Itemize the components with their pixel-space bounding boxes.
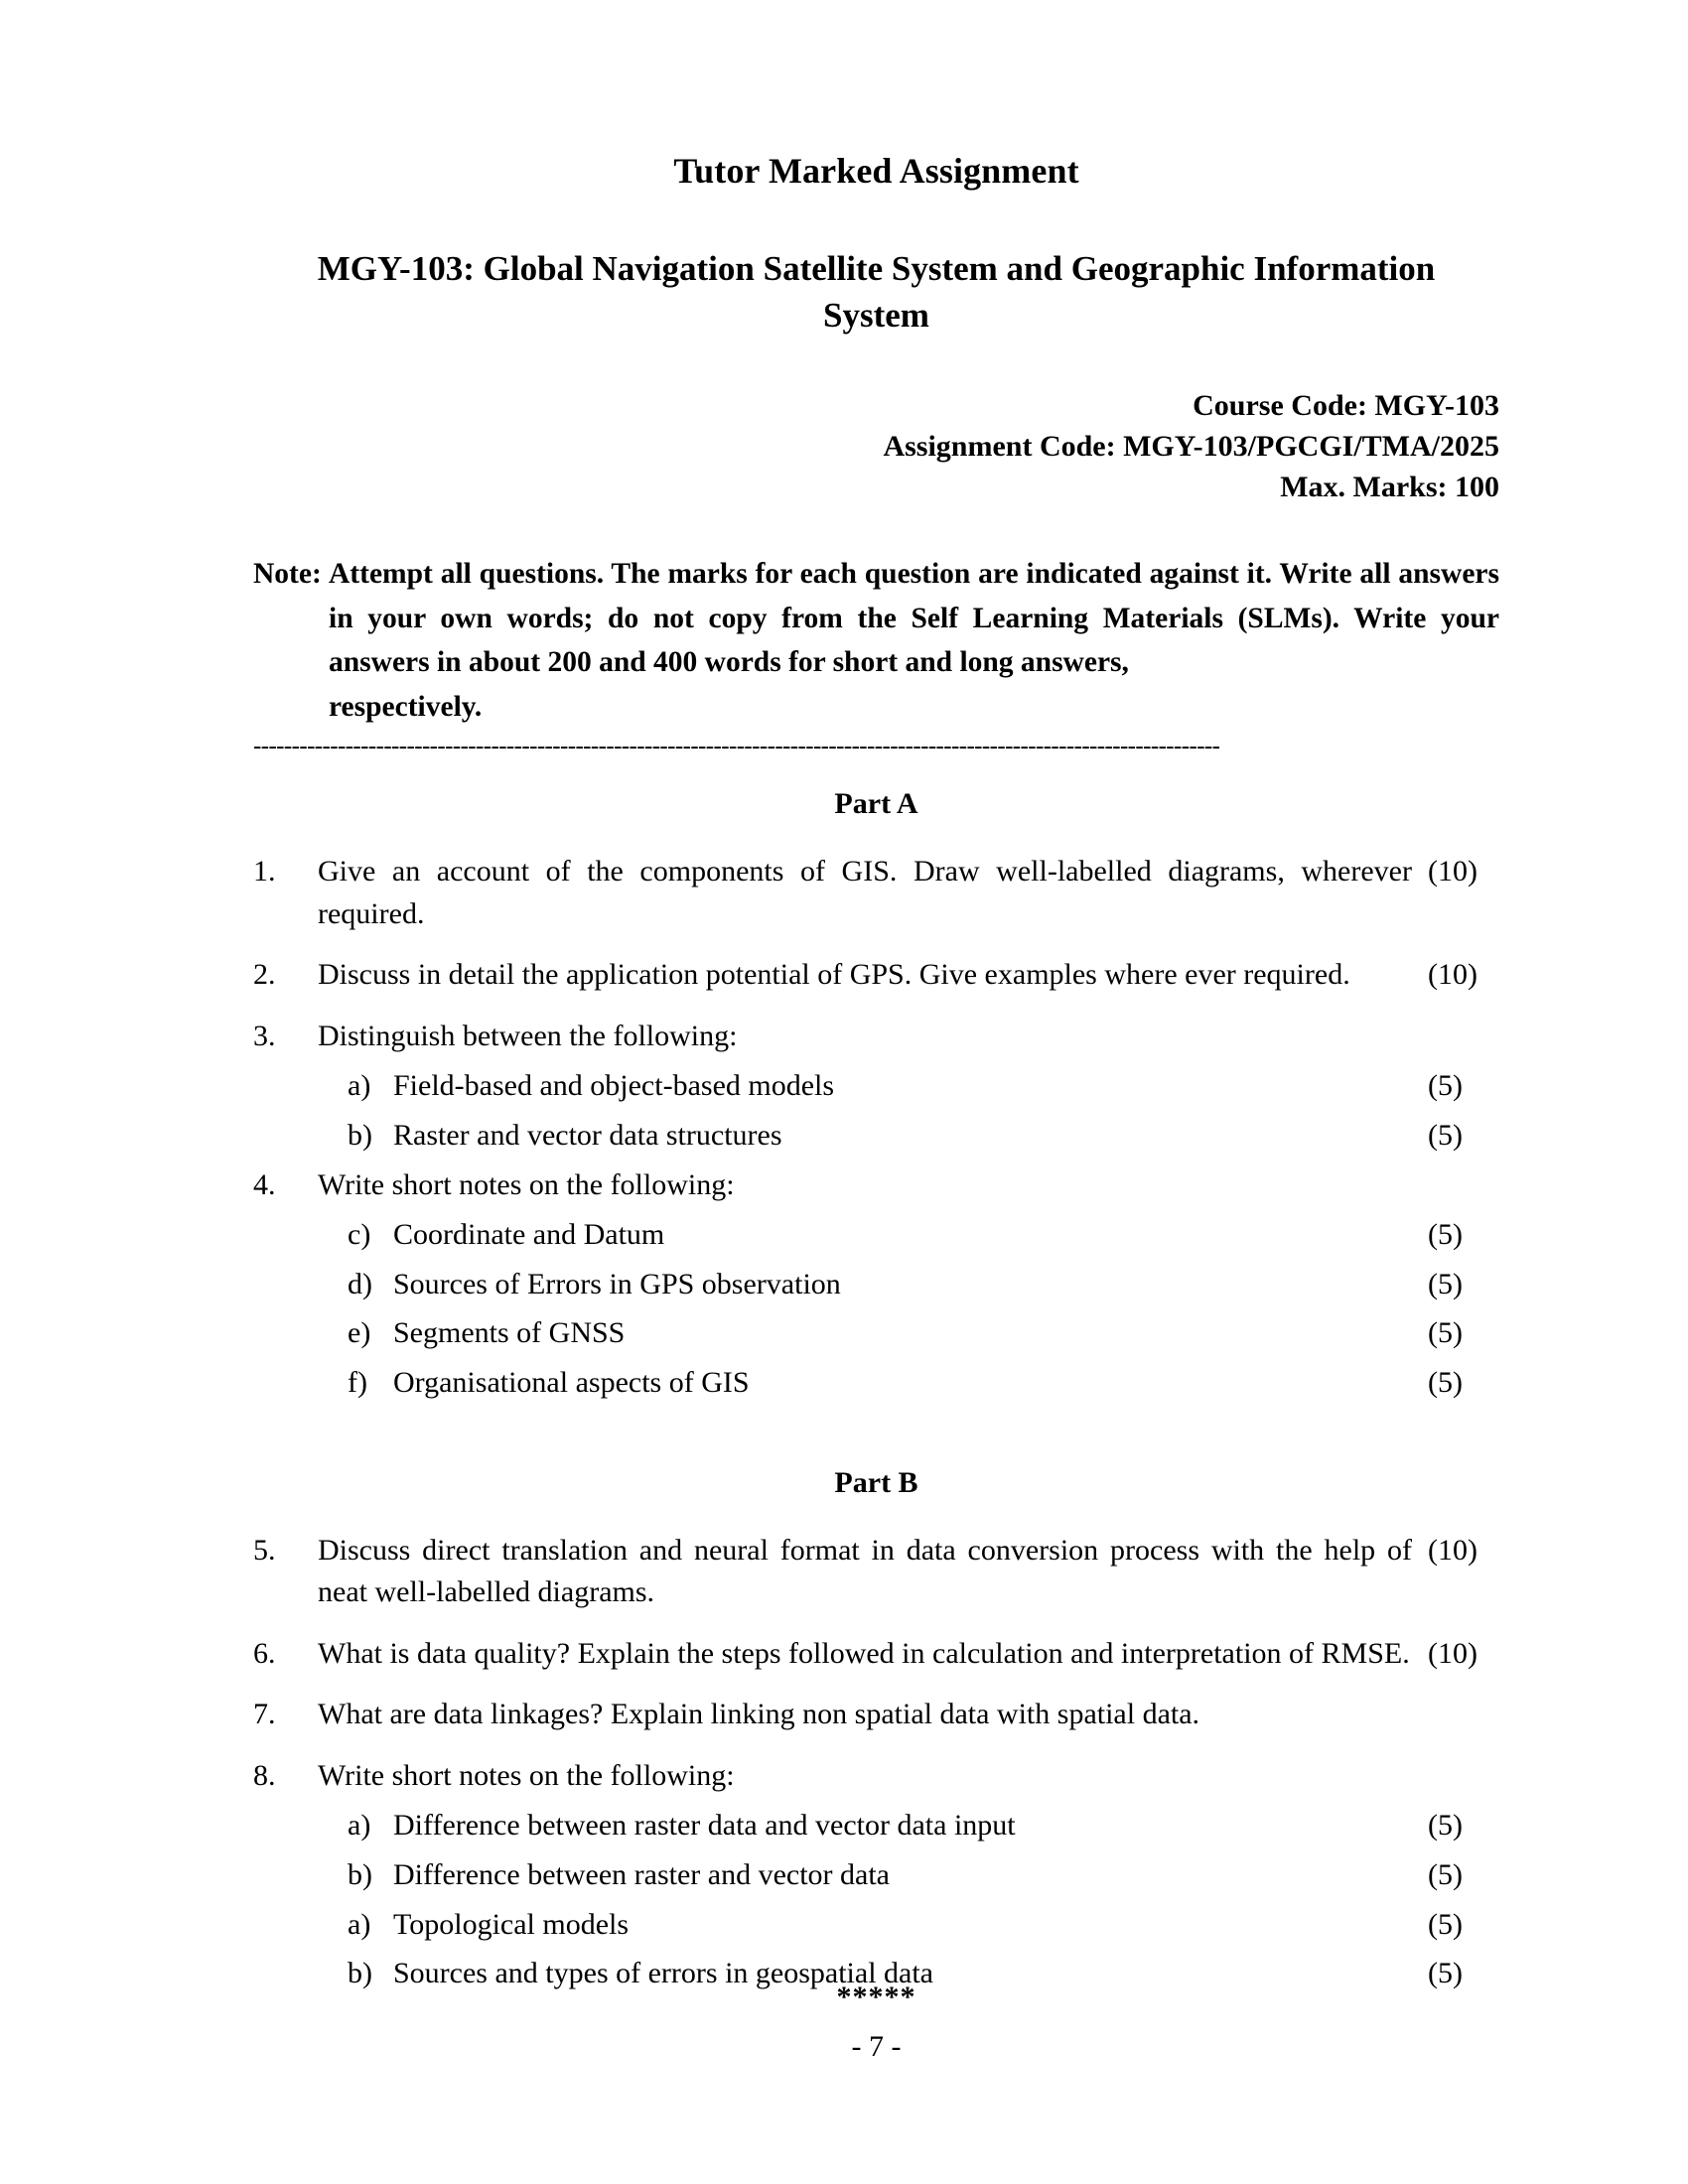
sub-question-marks: (5) [1428,1218,1463,1252]
sub-question-marks: (5) [1428,1907,1463,1941]
sub-question-marks: (5) [1428,1365,1463,1399]
sub-question-letter: b) [348,1957,372,1990]
sub-question-letter: f) [348,1365,367,1399]
sub-question-letter: d) [348,1267,372,1300]
question-text: Discuss direct translation and neural format in data conversion process with the help of neat well-labelled diagrams. [318,1533,1412,1609]
sub-question-letter: b) [348,1118,372,1152]
question-item [253,1016,1499,1058]
sub-question-marks: (5) [1428,1858,1463,1892]
question-item [253,1755,1499,1798]
question-number: 6. [253,1636,276,1670]
sub-question-list [253,1065,1499,1157]
sub-question-text: Field-based and object-based models [393,1069,835,1103]
sub-question-letter: e) [348,1316,371,1350]
note-label: Note: [253,557,322,590]
sub-question-text: Sources of Errors in GPS observation [393,1267,841,1300]
sub-question-marks: (5) [1428,1069,1463,1103]
question-number: 4. [253,1167,276,1201]
sub-question-marks: (5) [1428,1957,1463,1990]
question-number: 5. [253,1533,276,1567]
sub-question-text: Raster and vector data structures [393,1118,782,1152]
sub-question-letter: a) [348,1907,371,1941]
course-title: MGY-103: Global Navigation Satellite System and Geographic Information System [317,249,1436,336]
sub-question-text: Organisational aspects of GIS [393,1365,750,1399]
question-item [253,1694,1499,1736]
sub-question-item [253,1115,1499,1158]
section-divider: ------------------------------------------------------------------------------------------------------------------------------ [253,735,1220,759]
sub-question-marks: (5) [1428,1809,1463,1843]
question-marks: (10) [1428,958,1477,992]
sub-question-list [253,1214,1499,1404]
part-b-heading: Part B [834,1465,918,1499]
part-a-heading: Part A [834,786,918,820]
assignment-code: Assignment Code: MGY-103/PGCGI/TMA/2025 [883,429,1499,463]
assignment-meta [253,385,1499,508]
question-text: Discuss in detail the application potential of GPS. Give examples where ever required. [318,958,1350,992]
document-content [253,149,1499,2002]
question-marks: (10) [1428,854,1477,887]
question-item [253,1164,1499,1207]
question-item [253,851,1499,935]
question-text: What are data linkages? Explain linking non spatial data with spatial data. [318,1698,1200,1731]
course-code: Course Code: MGY-103 [1193,388,1499,422]
question-text: Distinguish between the following: [318,1019,738,1052]
question-text: Give an account of the components of GIS. Draw well-labelled diagrams, wherever required. [318,854,1412,930]
sub-question-text: Difference between raster data and vector data input [393,1809,1016,1843]
question-text: Write short notes on the following: [318,1758,735,1792]
sub-question-item [253,1904,1499,1947]
question-item [253,1633,1499,1676]
note-block [253,552,1499,730]
page-number: - 7 - [851,2030,902,2063]
max-marks: Max. Marks: 100 [1280,471,1499,504]
sub-question-letter: c) [348,1218,371,1252]
footer-asterisks: ***** [836,1980,916,2013]
sub-question-text: Difference between raster and vector data [393,1858,890,1892]
question-number: 3. [253,1019,276,1052]
question-item [253,954,1499,997]
question-number: 1. [253,854,276,887]
question-text: What is data quality? Explain the steps followed in calculation and interpretation of RMSE. [318,1636,1410,1670]
sub-question-item [253,1264,1499,1306]
sub-question-text: Topological models [393,1907,630,1941]
question-marks: (10) [1428,1533,1477,1567]
sub-question-letter: b) [348,1858,372,1892]
sub-question-item [253,1065,1499,1108]
sub-question-marks: (5) [1428,1267,1463,1300]
question-number: 7. [253,1698,276,1731]
note-text [329,552,1499,730]
page-title: Tutor Marked Assignment [673,151,1079,191]
sub-question-item [253,1362,1499,1405]
question-number: 2. [253,958,276,992]
note-text-main: Attempt all questions. The marks for each question are indicated against it. Write all answers in your own words; do not copy from the Self Learning Materials (SLMs). Write your answers in about 200 and 400 words for short and long answers, [329,557,1499,679]
question-text: Write short notes on the following: [318,1167,735,1201]
sub-question-letter: a) [348,1069,371,1103]
question-marks: (10) [1428,1636,1477,1670]
note-text-last-line: respectively. [329,691,483,724]
sub-question-marks: (5) [1428,1118,1463,1152]
sub-question-list [253,1805,1499,1994]
sub-question-text: Segments of GNSS [393,1316,626,1350]
sub-question-text: Sources and types of errors in geospatial data [393,1957,933,1990]
sub-question-item [253,1312,1499,1355]
question-item [253,1530,1499,1614]
sub-question-item [253,1854,1499,1897]
question-number: 8. [253,1758,276,1792]
sub-question-letter: a) [348,1809,371,1843]
sub-question-text: Coordinate and Datum [393,1218,665,1252]
page-footer [253,1980,1499,2064]
sub-question-item [253,1805,1499,1847]
sub-question-marks: (5) [1428,1316,1463,1350]
sub-question-item [253,1214,1499,1257]
